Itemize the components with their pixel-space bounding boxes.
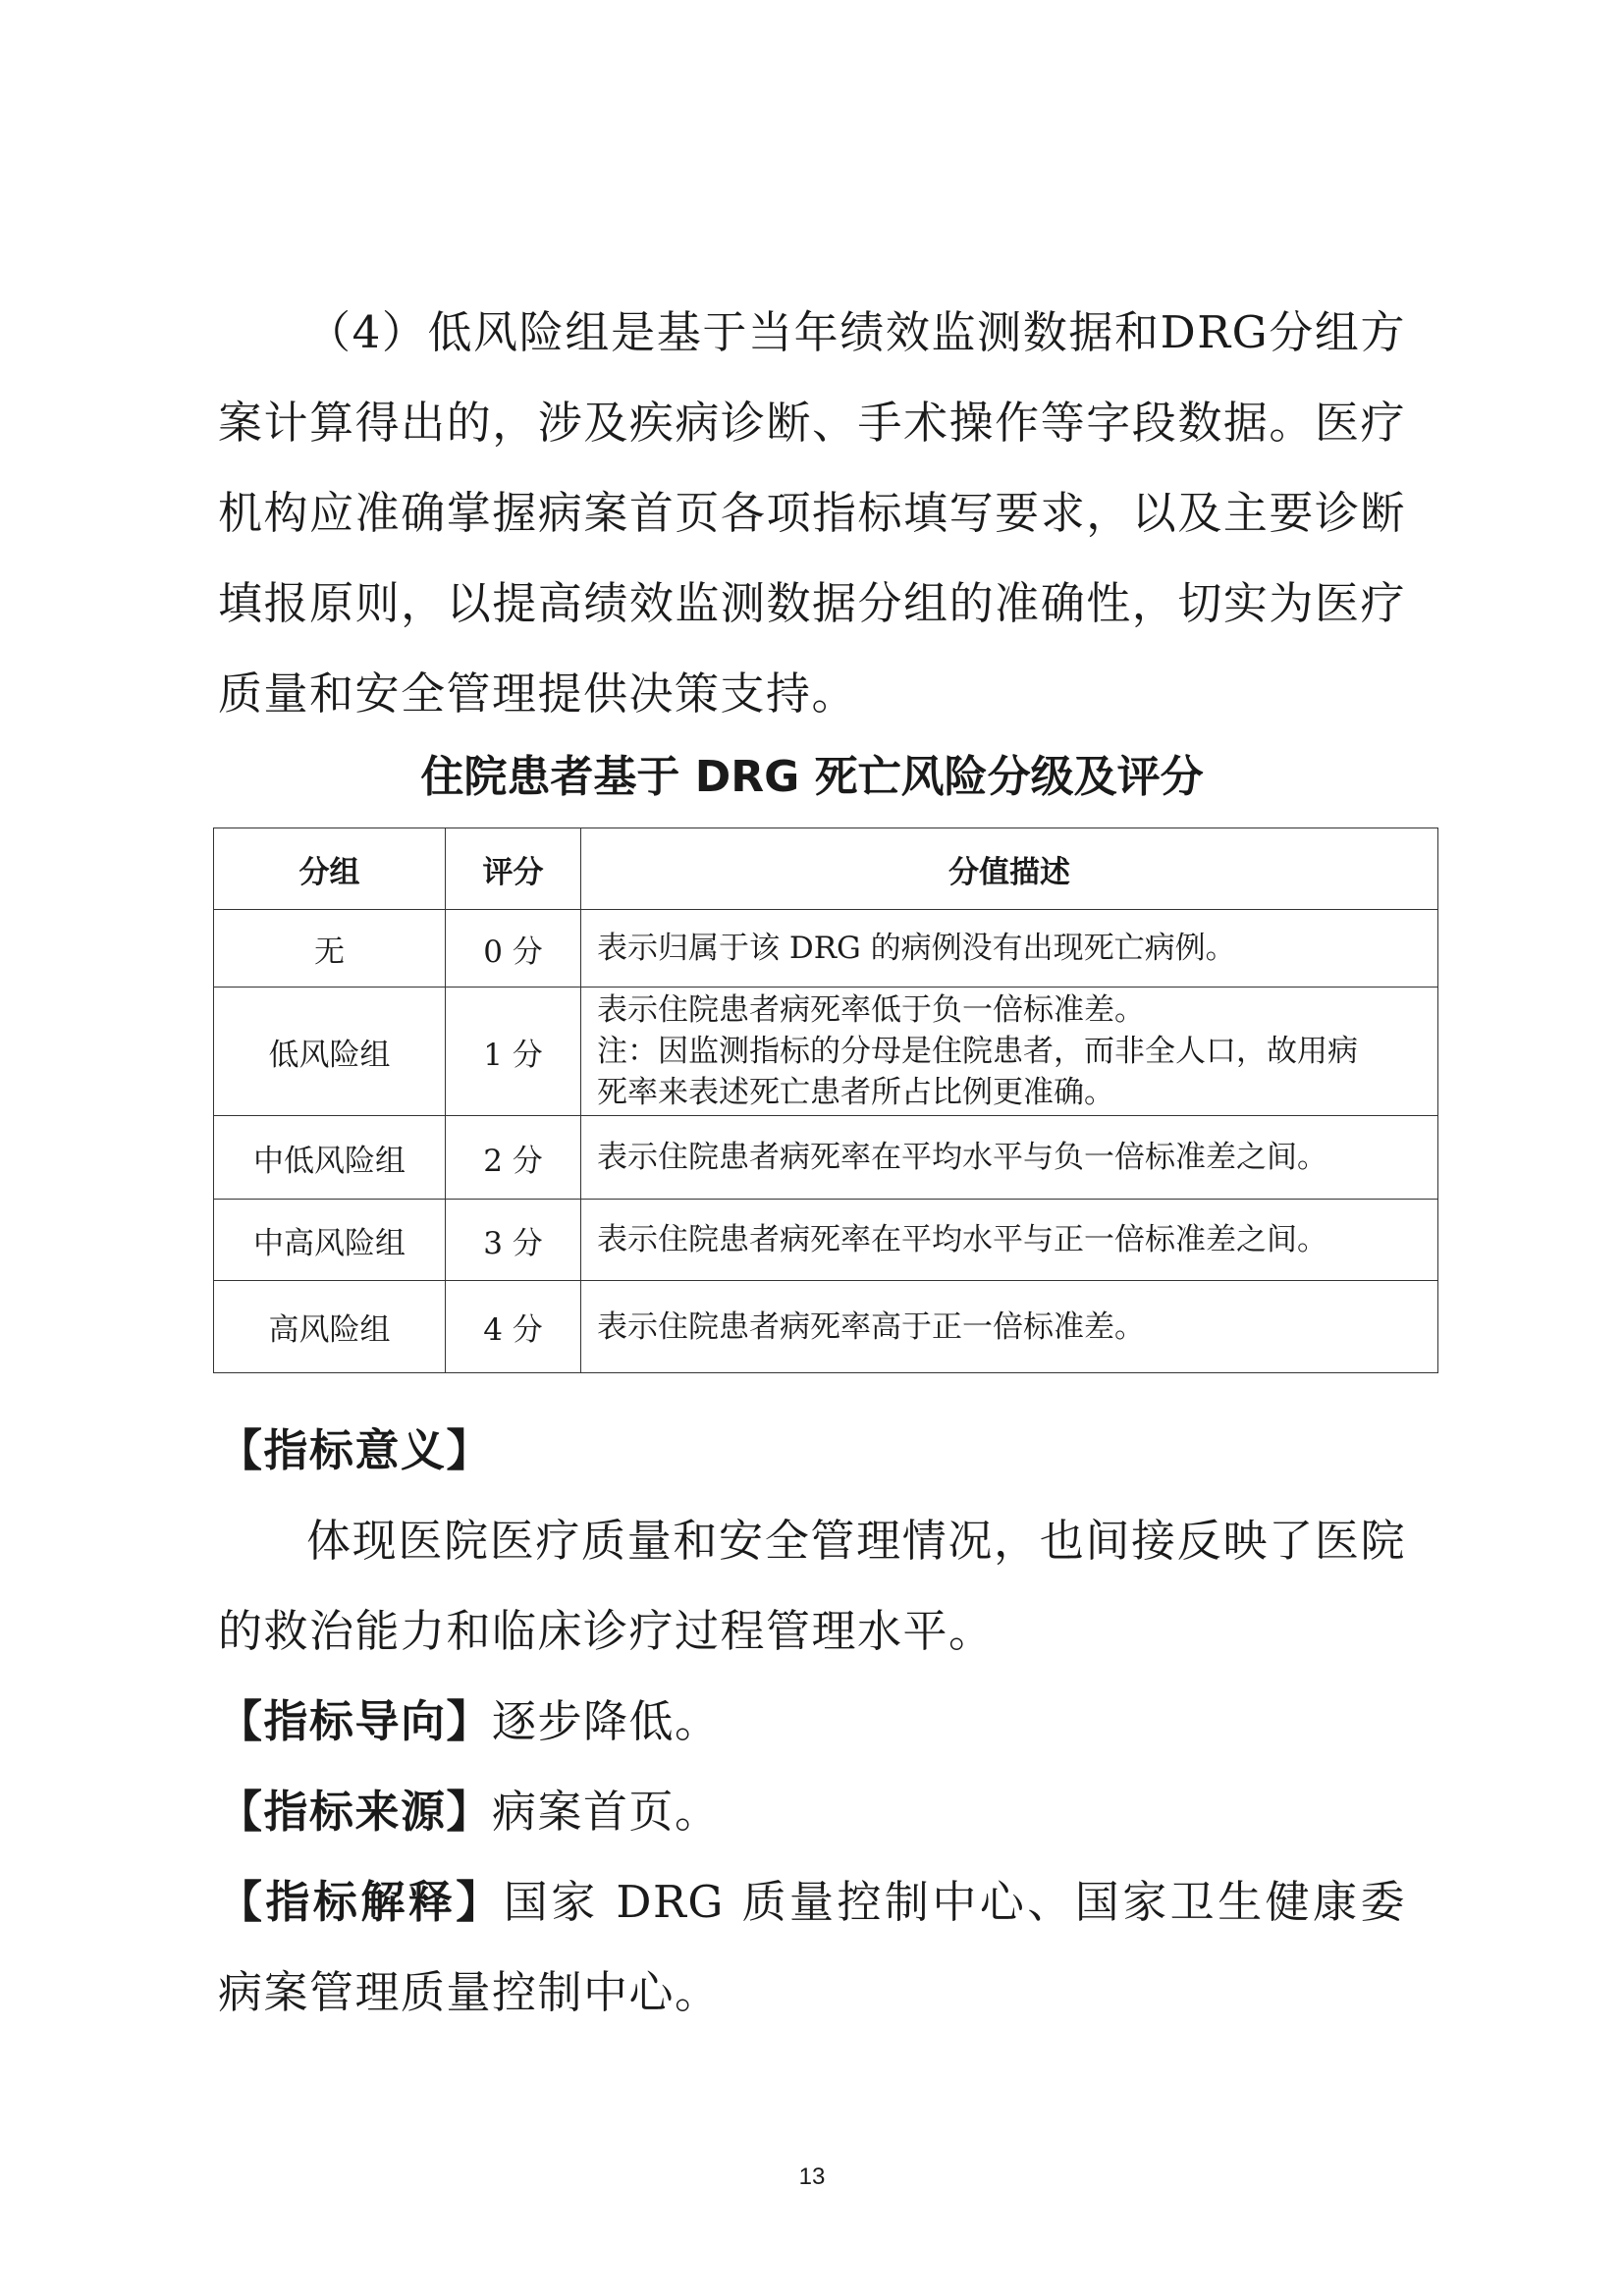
intro-paragraph: （4）低风险组是基于当年绩效监测数据和DRG分组方案计算得出的，涉及疾病诊断、手术操作等字段数据。医疗机构应准确掌握病案首页各项指标填写要求，以及主要诊断填报原则，以提高绩效监测数据分组的准确性，切实为医疗质量和安全管理提供决策支持。 bbox=[218, 306, 1406, 720]
source-section bbox=[218, 1767, 1406, 1857]
explain-body: 国家 DRG 质量控制中心、国家卫生健康委病案管理质量控制中心。 bbox=[218, 1876, 1406, 2018]
cell-score: 2 分 bbox=[446, 1116, 581, 1200]
table-row bbox=[214, 988, 1438, 1116]
description-line: 表示住院患者病死率低于负一倍标准差。 bbox=[597, 992, 1145, 1028]
table-row bbox=[214, 910, 1438, 988]
cell-score: 0 分 bbox=[446, 910, 581, 988]
table-row bbox=[214, 1200, 1438, 1281]
description-line: 表示归属于该 DRG 的病例没有出现死亡病例。 bbox=[597, 931, 1236, 966]
cell-group: 无 bbox=[214, 910, 446, 988]
explain-heading: 【指标解释】 bbox=[218, 1876, 504, 1928]
cell-group: 低风险组 bbox=[214, 988, 446, 1116]
cell-description bbox=[581, 1116, 1438, 1200]
cell-group: 中低风险组 bbox=[214, 1116, 446, 1200]
header-group: 分组 bbox=[214, 828, 446, 910]
direction-body: 逐步降低。 bbox=[492, 1695, 721, 1747]
cell-description bbox=[581, 1281, 1438, 1373]
meaning-section bbox=[218, 1406, 1406, 1496]
header-description: 分值描述 bbox=[581, 828, 1438, 910]
cell-score: 3 分 bbox=[446, 1200, 581, 1281]
risk-grading-table bbox=[213, 828, 1438, 1373]
description-line: 表示住院患者病死率在平均水平与正一倍标准差之间。 bbox=[597, 1222, 1327, 1257]
table-row bbox=[214, 1116, 1438, 1200]
table-row bbox=[214, 1281, 1438, 1373]
table-title: 住院患者基于 DRG 死亡风险分级及评分 bbox=[420, 752, 1204, 802]
table-header-row bbox=[214, 828, 1438, 910]
header-score: 评分 bbox=[446, 828, 581, 910]
description-note-line: 死率来表述死亡患者所占比例更准确。 bbox=[597, 1075, 1114, 1110]
meaning-heading: 【指标意义】 bbox=[218, 1424, 493, 1476]
page-number: 13 bbox=[798, 2163, 826, 2190]
explain-section bbox=[218, 1857, 1406, 2038]
cell-score: 4 分 bbox=[446, 1281, 581, 1373]
cell-score: 1 分 bbox=[446, 988, 581, 1116]
cell-group: 高风险组 bbox=[214, 1281, 446, 1373]
description-line: 表示住院患者病死率高于正一倍标准差。 bbox=[597, 1308, 1145, 1345]
cell-description bbox=[581, 910, 1438, 988]
meaning-body: 体现医院医疗质量和安全管理情况，也间接反映了医院的救治能力和临床诊疗过程管理水平。 bbox=[218, 1515, 1406, 1657]
description-line: 表示住院患者病死率在平均水平与负一倍标准差之间。 bbox=[597, 1140, 1327, 1175]
source-heading: 【指标来源】 bbox=[218, 1786, 493, 1838]
description-note-line: 注：因监测指标的分母是住院患者，而非全人口，故用病 bbox=[597, 1034, 1358, 1069]
cell-description bbox=[581, 988, 1438, 1116]
source-body: 病案首页。 bbox=[492, 1786, 721, 1838]
cell-group: 中高风险组 bbox=[214, 1200, 446, 1281]
direction-heading: 【指标导向】 bbox=[218, 1695, 493, 1747]
direction-section bbox=[218, 1677, 1406, 1767]
cell-description bbox=[581, 1200, 1438, 1281]
